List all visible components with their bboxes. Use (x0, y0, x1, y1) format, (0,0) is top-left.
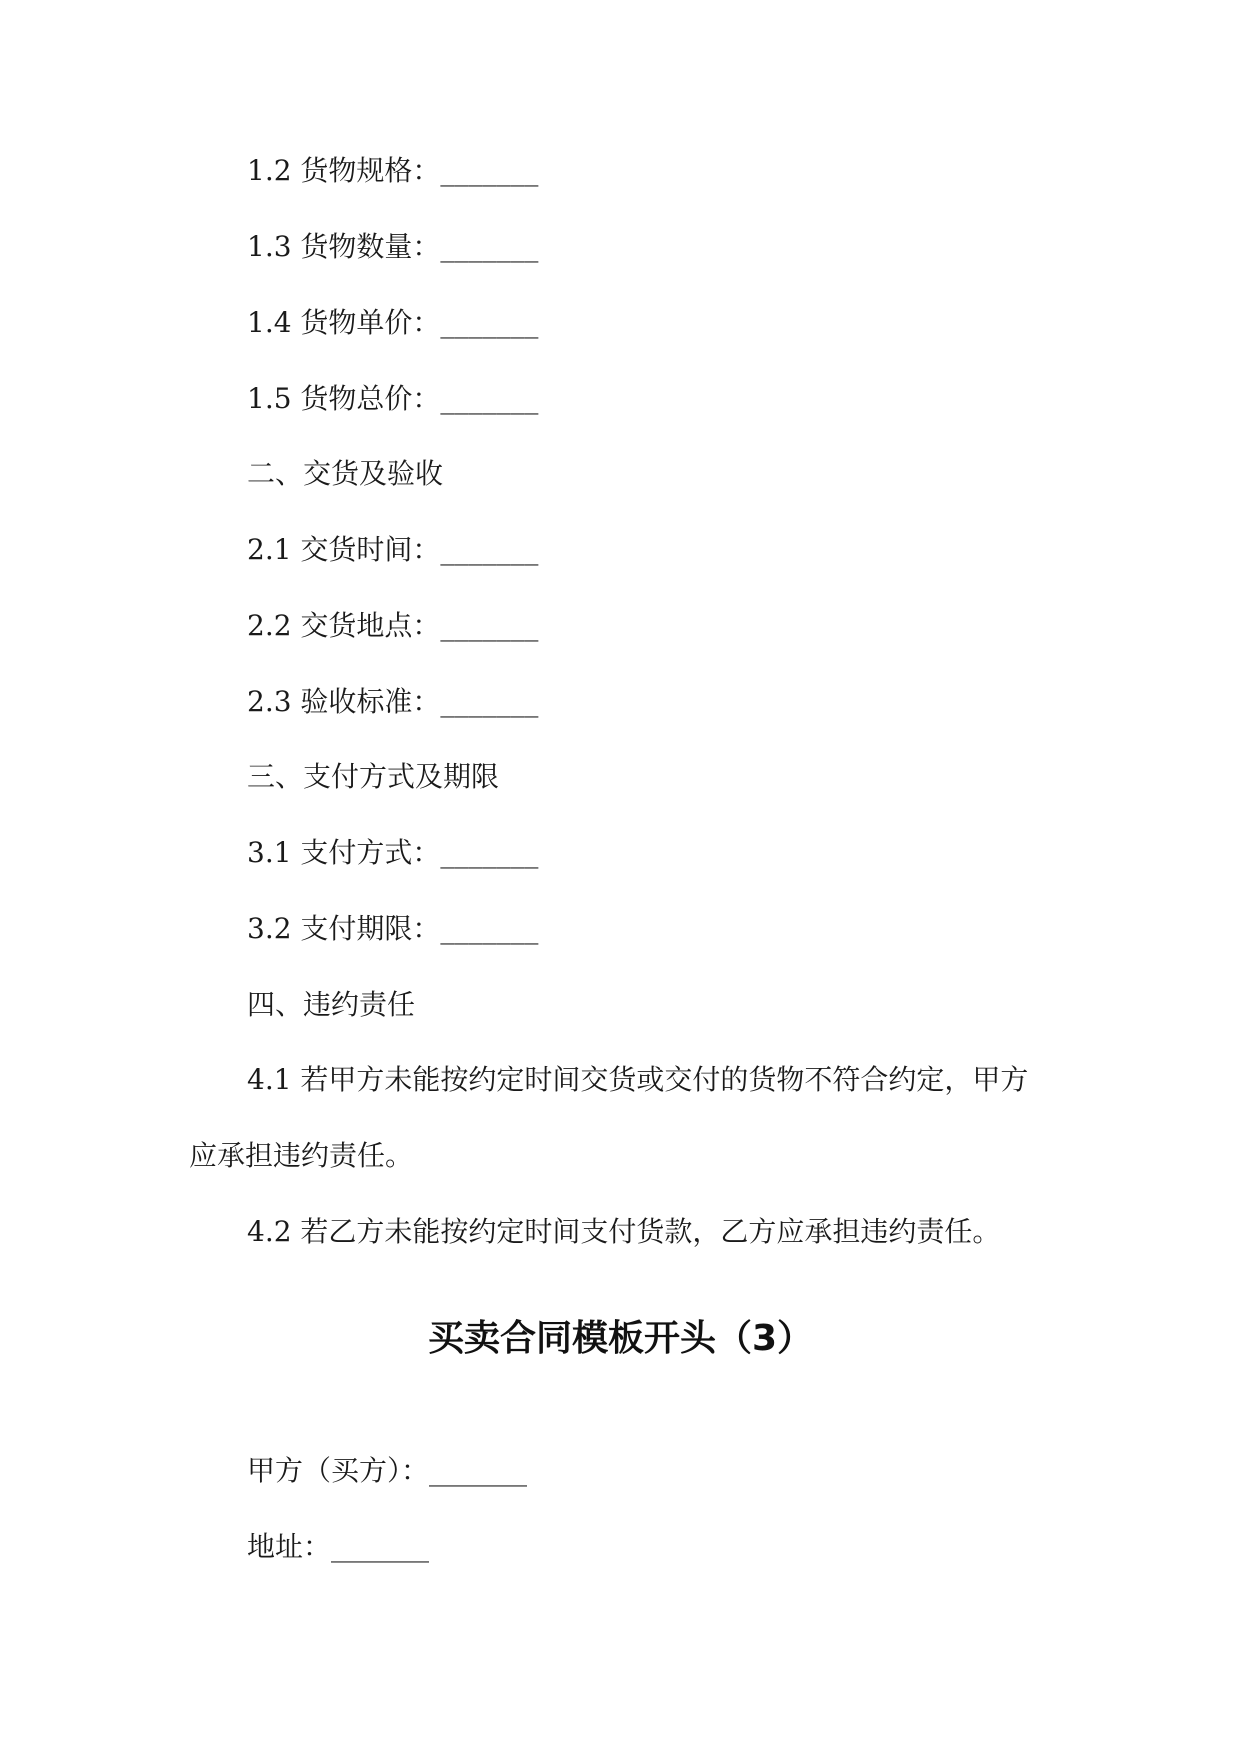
section-heading-4: 四、违约责任 (247, 988, 416, 1021)
clause-4-1-continued: 应承担违约责任。 (189, 1139, 414, 1172)
section-heading-2: 二、交货及验收 (247, 457, 444, 490)
section-heading-3: 三、支付方式及期限 (247, 760, 500, 793)
clause-1-2: 1.2 货物规格：_______ (247, 154, 539, 187)
clause-2-3: 2.3 验收标准：_______ (247, 685, 539, 718)
clause-3-2: 3.2 支付期限：_______ (247, 912, 539, 945)
clause-4-1: 4.1 若甲方未能按约定时间交货或交付的货物不符合约定，甲方 (247, 1063, 1029, 1096)
clause-3-1: 3.1 支付方式：_______ (247, 836, 539, 869)
party-a-field: 甲方（买方）：_______ (247, 1454, 528, 1487)
clause-1-5: 1.5 货物总价：_______ (247, 382, 539, 415)
clause-1-4: 1.4 货物单价：_______ (247, 306, 539, 339)
address-field: 地址：_______ (247, 1530, 430, 1563)
clause-2-1: 2.1 交货时间：_______ (247, 533, 539, 566)
section-title: 买卖合同模板开头（3） (427, 1318, 814, 1359)
clause-2-2: 2.2 交货地点：_______ (247, 609, 539, 642)
clause-1-3: 1.3 货物数量：_______ (247, 230, 539, 263)
clause-4-2: 4.2 若乙方未能按约定时间支付货款，乙方应承担违约责任。 (247, 1215, 1001, 1248)
